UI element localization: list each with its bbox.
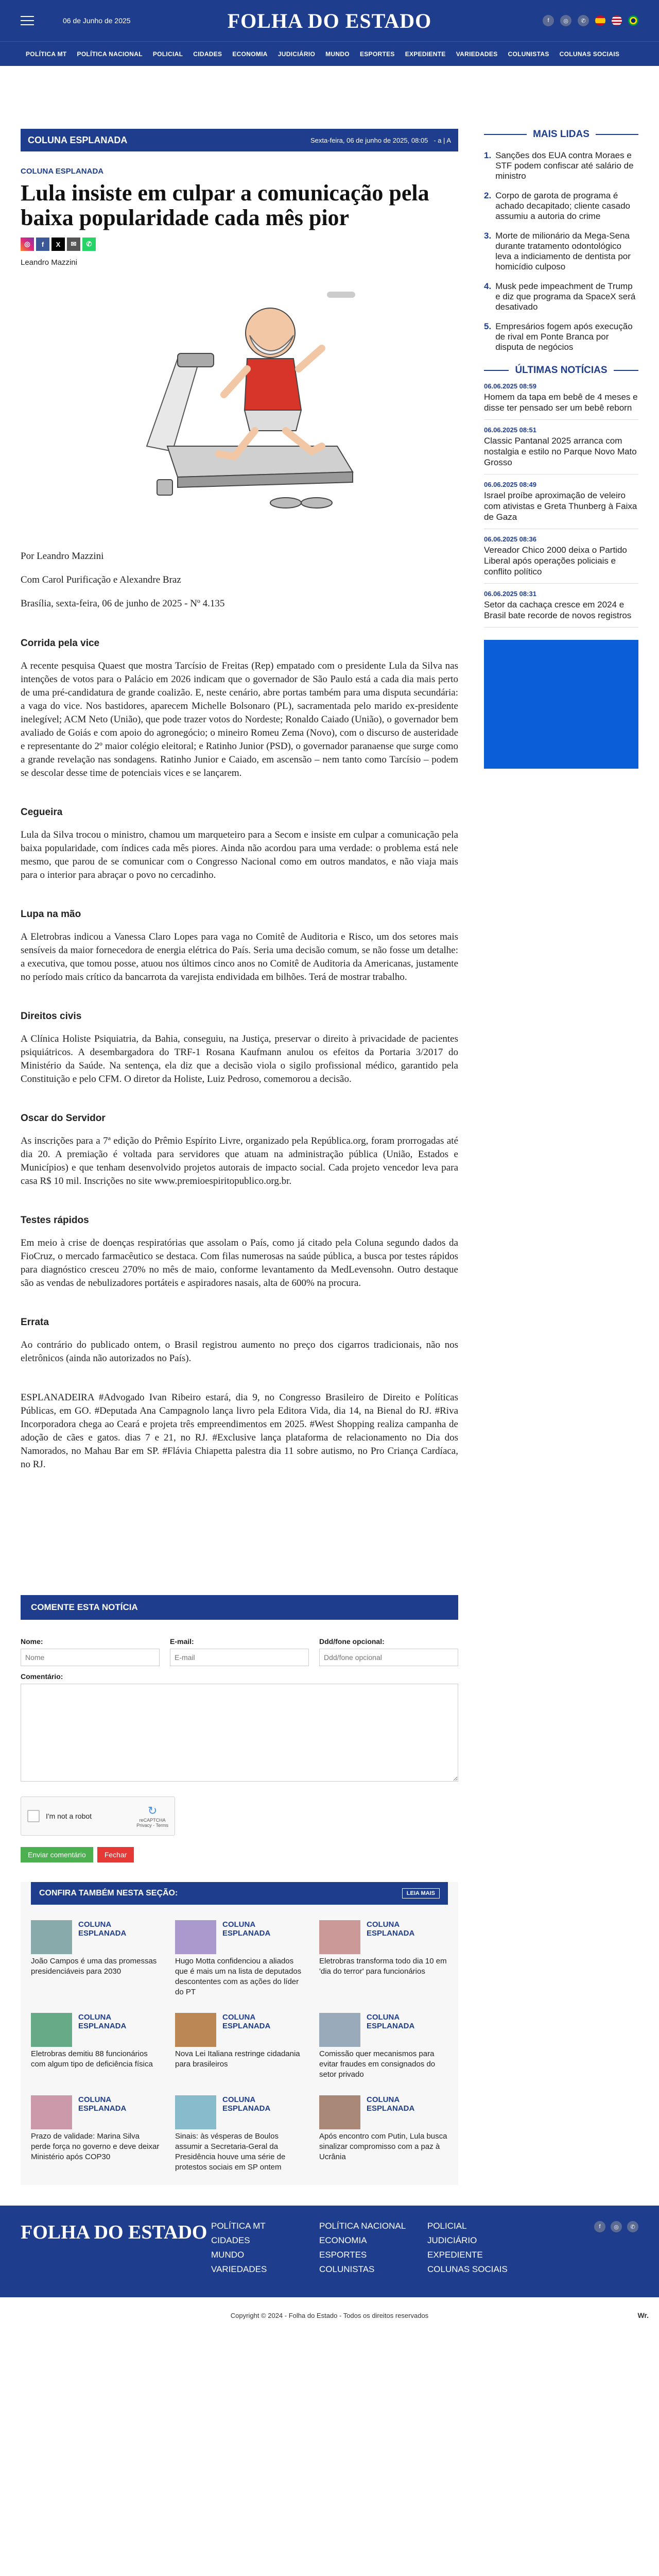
nav-item[interactable]: POLICIAL xyxy=(152,50,183,58)
related-tag[interactable]: COLUNA ESPLANADA xyxy=(367,2095,415,2113)
related-thumbnail[interactable] xyxy=(319,2095,360,2129)
nav-item[interactable]: ECONOMIA xyxy=(232,50,268,58)
column-name: COLUNA ESPLANADA xyxy=(28,134,128,145)
related-tag[interactable]: COLUNA ESPLANADA xyxy=(222,1920,271,1938)
related-tag[interactable]: COLUNA ESPLANADA xyxy=(78,2095,127,2113)
related-card[interactable] xyxy=(31,1920,160,1997)
byline-place-date: Brasília, sexta-feira, 06 de junho de 2025 - Nº 4.135 xyxy=(21,598,225,609)
footer-link[interactable]: JUDICIÁRIO xyxy=(427,2235,477,2245)
instagram-share-icon[interactable]: ◎ xyxy=(21,238,34,251)
related-tag[interactable]: COLUNA ESPLANADA xyxy=(78,2013,127,2030)
flag-us-icon[interactable] xyxy=(612,15,622,26)
article-kicker[interactable]: COLUNA ESPLANADA xyxy=(21,167,104,176)
related-thumbnail[interactable] xyxy=(31,2095,72,2129)
also-see-grid xyxy=(21,1905,458,2173)
section-heading: Cegueira xyxy=(21,807,63,818)
phone-input[interactable] xyxy=(319,1649,458,1666)
footer-link[interactable]: COLUNISTAS xyxy=(319,2264,375,2274)
news-date: 06.06.2025 08:49 xyxy=(484,481,536,488)
also-see-header xyxy=(31,1882,448,1905)
footer-social-icons xyxy=(594,2221,638,2232)
facebook-icon[interactable]: f xyxy=(543,15,554,26)
related-thumbnail[interactable] xyxy=(175,1920,216,1954)
latest-news-item[interactable] xyxy=(484,474,638,529)
related-card[interactable] xyxy=(319,2095,448,2173)
recaptcha-checkbox[interactable] xyxy=(27,1810,40,1822)
news-date: 06.06.2025 08:31 xyxy=(484,590,536,598)
menu-icon[interactable] xyxy=(21,16,34,25)
most-read-title[interactable]: Empresários fogem após execução de rival em Ponte Branca por disputa de negócios xyxy=(495,321,633,352)
related-title[interactable]: Eletrobras transforma todo dia 10 em 'dia do terror' para funcionários xyxy=(319,1957,447,1976)
most-read-title[interactable]: Morte de milionário da Mega-Sena durante tratamento odontológico leva a indiciamento de dentista por homicídio culposo xyxy=(495,231,631,272)
developer-badge[interactable]: Wr. xyxy=(637,2311,649,2319)
recaptcha-logo xyxy=(136,1804,168,1828)
comment-form xyxy=(21,1595,458,1862)
related-title[interactable]: Após encontro com Putin, Lula busca sinalizar compromisso com a paz à Ucrânia xyxy=(319,2132,447,2161)
most-read-header xyxy=(484,129,638,140)
related-card[interactable] xyxy=(175,1920,304,1997)
news-date: 06.06.2025 08:59 xyxy=(484,382,536,390)
news-date: 06.06.2025 08:36 xyxy=(484,535,536,543)
submit-comment-button[interactable]: Enviar comentário xyxy=(21,1847,93,1862)
byline-author: Por Leandro Mazzini xyxy=(21,551,104,562)
footer-link[interactable]: VARIEDADES xyxy=(211,2264,267,2274)
related-tag[interactable]: COLUNA ESPLANADA xyxy=(367,1920,415,1938)
main-nav xyxy=(0,41,659,66)
recaptcha-widget xyxy=(21,1797,175,1836)
also-see-title: CONFIRA TAMBÉM NESTA SEÇÃO: xyxy=(39,1889,178,1897)
paragraph: A Eletrobras indicou a Vanessa Claro Lopes para vaga no Comitê de Auditoria e Risco, um dos setores mais sensíveis da maior fornecedora de energia elétrica do País. Seria uma decisão comum, se não fosse um detalhe: a executiva, que tomou posse, atuou nos últimos cinco anos no Comitê de Auditoria da Americanas, justamente no período mais crítico da bancarrota da varejista endividada em bilhões. Terá de mostrar trabalho. xyxy=(21,931,458,982)
footer-link[interactable]: POLÍTICA NACIONAL xyxy=(319,2221,406,2231)
publish-date: Sexta-feira, 06 de junho de 2025, 08:05 xyxy=(310,136,428,144)
footer-link[interactable]: ECONOMIA xyxy=(319,2235,367,2245)
recaptcha-links[interactable]: Privacy - Terms xyxy=(136,1823,168,1828)
email-label: E-mail: xyxy=(170,1637,194,1646)
section-heading: Oscar do Servidor xyxy=(21,1113,106,1124)
column-meta xyxy=(310,137,451,144)
also-see-section xyxy=(21,1882,458,2185)
paragraph: Ao contrário do publicado ontem, o Brasil registrou aumento no preço dos cigarros tradicionais, não nos eletrônicos (ainda não autorizados no País). xyxy=(21,1340,458,1364)
x-share-icon[interactable]: X xyxy=(51,238,65,251)
paragraph: A Clínica Holiste Psiquiatria, da Bahia, conseguiu, na Justiça, preservar o direito à privacidade de pacientes psiquiátricos. A desembargadora do TRF-1 Rosana Kaufmann anulou os efeitos da Portaria 3/2017 do Ministério da Saúde. Na sentença, ela diz que a decisão viola o sigilo profissional médico, garantido pela Constituição e pelo CFM. O diretor da Holiste, Luiz Pedroso, comemorou a decisão. xyxy=(21,1033,458,1084)
related-thumbnail[interactable] xyxy=(175,2095,216,2129)
footer xyxy=(0,2206,659,2297)
column-header xyxy=(21,129,458,151)
comment-form-title: COMENTE ESTA NOTÍCIA xyxy=(21,1595,458,1620)
related-title[interactable]: Sinais: às vésperas de Boulos assumir a Secretaria-Geral da Presidência houve uma série de protestos sociais em SP ontem xyxy=(175,2132,286,2172)
paragraph: Em meio à crise de doenças respiratórias que assolam o País, como já citado pela Coluna segundo dados da FioCruz, o mercado farmacêutico se destaca. Com filas numerosas na saúde pública, a busca por testes rápidos para diagnóstico cresceu 270% no mês de maio, conforme levantamento da MedLevensohn. Outro destaque são as vendas de nebulizadores portáteis e aspiradores nasais, alta de 600% na procura. xyxy=(21,1238,458,1289)
nav-item[interactable]: VARIEDADES xyxy=(456,50,498,58)
copyright-bar xyxy=(0,2297,659,2333)
byline-contributors: Com Carol Purificação e Alexandre Braz xyxy=(21,574,181,585)
paragraph: Lula da Silva trocou o ministro, chamou um marqueteiro para a Secom e insiste em culpar a comunicação pela baixa popularidade, com índices cada mês piores. Ainda não acordou para uma verdade: o problema está nele mesmo, que parou de se comunicar com o Congresso Nacional como em outros mandatos, e não viaja mais para o interior para abraçar o povo no cercadinho. xyxy=(21,829,458,880)
latest-news-item[interactable] xyxy=(484,584,638,628)
related-thumbnail[interactable] xyxy=(31,1920,72,1954)
related-thumbnail[interactable] xyxy=(319,1920,360,1954)
related-tag[interactable]: COLUNA ESPLANADA xyxy=(78,1920,127,1938)
footer-link[interactable]: EXPEDIENTE xyxy=(427,2250,483,2260)
footer-links xyxy=(211,2221,535,2282)
close-button[interactable]: Fechar xyxy=(97,1847,134,1862)
paragraph: A recente pesquisa Quaest que mostra Tarcísio de Freitas (Rep) empatado com o presidente Lula da Silva nas intenções de votos para o Palácio em 2026 indicam que o governador de São Paulo está a cada dia mais perto de uma pré-candidatura de grande coalizão. E, neste cenário, abre portas também para uma disputa secundária: a vaga do vice. Nos bastidores, aparecem Michelle Bolsonaro (PL), sacramentada pelo marido ex-presidente inelegível; ACM Neto (União), que pode trazer votos do Nordeste; Ronaldo Caiado (União), o governador bem avaliado de Goiás e com apoio do agronegócio; o mineiro Romeu Zema (Novo), com o discurso de austeridade e representante do 2º maior colégio eleitoral; e Ratinho Junior (PSD), o governador paranaense que surge como a grande revelação nas sondagens. Ratinho Junior e Caiado, em ascensão – nem tanto como Tarcísio – podem se descolar desse time de potenciais vices e se lançarem. xyxy=(21,660,458,778)
rank-number: 3. xyxy=(484,231,492,241)
comment-label: Comentário: xyxy=(21,1672,63,1681)
article-author: Leandro Mazzini xyxy=(21,258,78,267)
related-title[interactable]: Comissão quer mecanismos para evitar fraudes em consignados do setor privado xyxy=(319,2049,436,2079)
footer-column xyxy=(211,2221,319,2282)
related-title[interactable]: Nova Lei Italiana restringe cidadania para brasileiros xyxy=(175,2049,300,2069)
footer-link[interactable]: CIDADES xyxy=(211,2235,250,2245)
rank-number: 5. xyxy=(484,321,492,331)
nav-item[interactable]: MUNDO xyxy=(325,50,350,58)
rank-number: 1. xyxy=(484,150,492,160)
footer-column xyxy=(319,2221,427,2282)
footer-link[interactable]: MUNDO xyxy=(211,2250,245,2260)
name-input[interactable] xyxy=(21,1649,160,1666)
news-date: 06.06.2025 08:51 xyxy=(484,426,536,434)
email-share-icon[interactable]: ✉ xyxy=(67,238,80,251)
sidebar xyxy=(484,129,638,2185)
news-title[interactable]: Setor da cachaça cresce em 2024 e Brasil bate recorde de novos registros xyxy=(484,600,632,620)
article-illustration xyxy=(116,276,363,518)
related-card[interactable] xyxy=(319,1920,448,1997)
article-title: Lula insiste em culpar a comunicação pela baixa popularidade cada mês pior xyxy=(21,180,429,230)
most-read-item[interactable] xyxy=(484,321,638,352)
most-read-title[interactable]: Musk pede impeachment de Trump e diz que programa da SpaceX será desativado xyxy=(495,281,636,312)
related-thumbnail[interactable] xyxy=(319,2013,360,2047)
footer-link[interactable]: POLICIAL xyxy=(427,2221,467,2231)
latest-title: ÚLTIMAS NOTÍCIAS xyxy=(515,365,608,376)
instagram-icon[interactable]: ◎ xyxy=(611,2221,622,2232)
footer-link[interactable]: COLUNAS SOCIAIS xyxy=(427,2264,508,2274)
footer-column xyxy=(427,2221,535,2282)
related-title[interactable]: Hugo Motta confidenciou a aliados que é mais um na lista de deputados descontentes com as ações do líder do PT xyxy=(175,1957,302,1996)
footer-logo[interactable]: FOLHA DO ESTADO xyxy=(21,2222,207,2243)
news-title[interactable]: Classic Pantanal 2025 arranca com nostalgia e estilo no Parque Novo Mato Grosso xyxy=(484,436,637,467)
most-read-title: MAIS LIDAS xyxy=(533,129,589,140)
comment-textarea[interactable] xyxy=(21,1684,458,1782)
site-logo[interactable]: FOLHA DO ESTADO xyxy=(227,9,432,32)
related-title[interactable]: João Campos é uma das promessas presidenciáveis para 2030 xyxy=(31,1957,157,1976)
nav-item[interactable]: POLÍTICA MT xyxy=(26,50,67,58)
related-title[interactable]: Eletrobras demitiu 88 funcionários com algum tipo de deficiência física xyxy=(31,2049,153,2069)
related-card[interactable] xyxy=(175,2095,304,2173)
top-bar xyxy=(0,0,659,41)
recaptcha-text: I'm not a robot xyxy=(46,1812,92,1820)
nav-item[interactable]: ESPORTES xyxy=(359,50,395,58)
related-thumbnail[interactable] xyxy=(31,2013,72,2047)
esplanadeira-paragraph: ESPLANADEIRA #Advogado Ivan Ribeiro estará, dia 9, no Congresso Brasileiro de Direito e Políticas Públicas, em GO. #Deputada Ana Campagnolo lança livro pela Editora Vida, dia 14, na Bienal do RJ. #Riva Incorporadora chega ao Ceará e projeta três empreendimentos em 2025. #West Shopping realiza campanha de adoção de cães e gatos. dias 7 e 21, no RJ. #Exclusive lança plataforma de relacionamento no Dia dos Namorados, no Mahau Bar em SP. #Flávia Chiapetta palestra dia 11 sobre autismo, no Pro Criança Cardíaca, no RJ. xyxy=(21,1392,458,1470)
news-title[interactable]: Israel proíbe aproximação de veleiro com ativistas e Greta Thunberg à Faixa de Gaza xyxy=(484,490,637,522)
related-card[interactable] xyxy=(31,2013,160,2080)
rank-number: 2. xyxy=(484,191,492,200)
share-bar xyxy=(21,238,458,251)
nav-item[interactable]: POLÍTICA NACIONAL xyxy=(77,50,143,58)
section-heading: Errata xyxy=(21,1317,49,1328)
most-read-item[interactable] xyxy=(484,281,638,312)
section-heading: Corrida pela vice xyxy=(21,638,100,649)
email-input[interactable] xyxy=(170,1649,309,1666)
nav-item[interactable]: COLUNAS SOCIAIS xyxy=(559,50,620,58)
flag-es-icon[interactable] xyxy=(595,15,605,26)
latest-news-list xyxy=(484,376,638,628)
most-read-title[interactable]: Sanções dos EUA contra Moraes e STF podem confiscar até salário de ministro xyxy=(495,150,634,181)
font-size-controls[interactable]: - a | A xyxy=(433,136,451,144)
most-read-list xyxy=(484,150,638,352)
related-title[interactable]: Prazo de validade: Marina Silva perde força no governo e deve deixar Ministério após COP30 xyxy=(31,2132,160,2161)
facebook-icon[interactable]: f xyxy=(594,2221,605,2232)
related-tag[interactable]: COLUNA ESPLANADA xyxy=(222,2013,271,2030)
nav-item[interactable]: COLUNISTAS xyxy=(508,50,549,58)
facebook-share-icon[interactable]: f xyxy=(36,238,49,251)
news-title[interactable]: Vereador Chico 2000 deixa o Partido Liberal após operações policiais e conflito político xyxy=(484,545,627,577)
whatsapp-icon[interactable]: ✆ xyxy=(578,15,589,26)
instagram-icon[interactable]: ◎ xyxy=(560,15,571,26)
related-card[interactable] xyxy=(175,2013,304,2080)
section-heading: Testes rápidos xyxy=(21,1215,89,1226)
copyright-text: Copyright © 2024 - Folha do Estado - Todos os direitos reservados xyxy=(230,2311,429,2319)
nav-item[interactable]: JUDICIÁRIO xyxy=(278,50,316,58)
latest-news-item[interactable] xyxy=(484,420,638,474)
footer-link[interactable]: ESPORTES xyxy=(319,2250,367,2260)
section-heading: Direitos civis xyxy=(21,1011,82,1022)
byline xyxy=(21,549,458,611)
flag-br-icon[interactable] xyxy=(628,15,638,26)
article-body xyxy=(21,637,458,1471)
most-read-title[interactable]: Corpo de garota de programa é achado decapitado; cliente casado assumiu a autoria do crime xyxy=(495,191,630,221)
latest-news-item[interactable] xyxy=(484,376,638,420)
nav-item[interactable]: CIDADES xyxy=(193,50,222,58)
rank-number: 4. xyxy=(484,281,492,291)
advertisement-banner[interactable] xyxy=(484,640,638,769)
related-tag[interactable]: COLUNA ESPLANADA xyxy=(367,2013,415,2030)
main-column xyxy=(21,129,458,2185)
header-date: 06 de Junho de 2025 xyxy=(63,16,131,25)
latest-header xyxy=(484,365,638,376)
most-read-item[interactable] xyxy=(484,191,638,222)
related-thumbnail[interactable] xyxy=(175,2013,216,2047)
related-tag[interactable]: COLUNA ESPLANADA xyxy=(222,2095,271,2113)
nav-item[interactable]: EXPEDIENTE xyxy=(405,50,446,58)
most-read-item[interactable] xyxy=(484,231,638,272)
most-read-item[interactable] xyxy=(484,150,638,181)
related-card[interactable] xyxy=(31,2095,160,2173)
related-card[interactable] xyxy=(319,2013,448,2080)
recaptcha-brand: reCAPTCHA xyxy=(139,1818,166,1823)
header-icons xyxy=(543,15,638,26)
whatsapp-icon[interactable]: ✆ xyxy=(627,2221,638,2232)
latest-news-item[interactable] xyxy=(484,529,638,584)
name-label: Nome: xyxy=(21,1637,43,1646)
paragraph: As inscrições para a 7ª edição do Prêmio Espírito Livre, organizado pela República.org, foram prorrogadas até dia 20. A premiação é voltada para servidores que atuam na administração pública (União, Estados e Municípios) e que tenham desenvolvido projetos autorais de impacto social. Cada projeto vencedor leva para casa R$ 10 mil. Inscrições no site www.premioespiritopublico.org.br. xyxy=(21,1136,458,1187)
phone-label: Ddd/fone opcional: xyxy=(319,1637,385,1646)
news-title[interactable]: Homem da tapa em bebê de 4 meses e disse ter pensado ser um bebê reborn xyxy=(484,392,638,413)
section-heading: Lupa na mão xyxy=(21,909,81,920)
read-more-button[interactable]: LEIA MAIS xyxy=(402,1888,440,1899)
footer-link[interactable]: POLÍTICA MT xyxy=(211,2221,266,2231)
recaptcha-icon: ↻ xyxy=(147,1804,158,1817)
whatsapp-share-icon[interactable]: ✆ xyxy=(82,238,96,251)
